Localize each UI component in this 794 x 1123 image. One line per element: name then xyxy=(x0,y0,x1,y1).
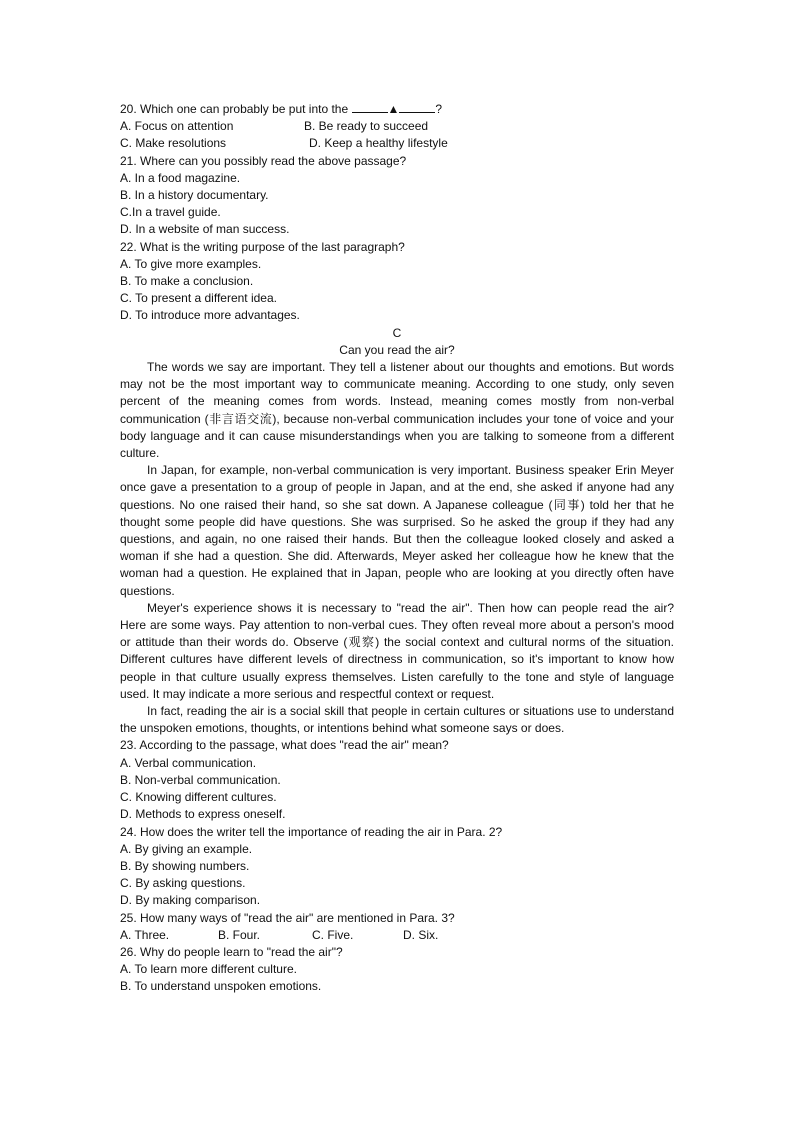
passage-paragraph-4: In fact, reading the air is a social skill that people in certain cultures or situations use to understand the unspoken emotions, thoughts, or intentions behind what someone says or does. xyxy=(120,704,674,736)
q25-option-d: D. Six. xyxy=(403,927,439,942)
q24-option-c: C. By asking questions. xyxy=(120,876,246,891)
q24-option-d: D. By making comparison. xyxy=(120,893,261,908)
q26-option-b: B. To understand unspoken emotions. xyxy=(120,979,322,994)
q21-option-d: D. In a website of man success. xyxy=(120,222,290,237)
exam-page xyxy=(120,101,674,996)
q25-option-b: B. Four. xyxy=(218,927,261,942)
q20-options-row-1 xyxy=(120,118,674,135)
q21-option-c: C.In a travel guide. xyxy=(120,205,221,220)
question-26-stem: 26. Why do people learn to "read the air"? xyxy=(120,944,343,959)
q26-option-a: A. To learn more different culture. xyxy=(120,962,297,977)
q24-option-a: A. By giving an example. xyxy=(120,841,253,856)
q25-options-row xyxy=(120,927,674,944)
q21-option-b: B. In a history documentary. xyxy=(120,187,269,202)
question-20-stem xyxy=(120,101,674,118)
q20-option-b: B. Be ready to succeed xyxy=(304,119,429,134)
q20-stem-text: 20. Which one can probably be put into the xyxy=(120,102,352,116)
question-24-stem: 24. How does the writer tell the importance of reading the air in Para. 2? xyxy=(120,824,503,839)
question-21-stem: 21. Where can you possibly read the above passage? xyxy=(120,153,407,168)
section-letter: C xyxy=(392,325,402,340)
answer-blank xyxy=(352,101,388,113)
passage-title: Can you read the air? xyxy=(339,342,455,357)
question-22-stem: 22. What is the writing purpose of the last paragraph? xyxy=(120,239,405,254)
q20-stem-end: ? xyxy=(435,102,443,116)
q23-option-b: B. Non-verbal communication. xyxy=(120,772,281,787)
passage-paragraph-2: In Japan, for example, non-verbal communication is very important. Business speaker Erin Meyer once gave a presentation to a group of people in Japan, and at the end, she asked if anyone had any questions. No one raised their hand, so she sat down. A Japanese colleague (同事) told her that he thought some people did have questions. She was surprised. So he asked the group if they had any questions, and again, no one raised their hands. But then the colleague looked closely and asked a woman if she had a question. She did. Afterwards, Meyer asked her colleague how he knew that the woman had a question. He explained that in Japan, people who are looking at you directly often have questions. xyxy=(120,463,674,598)
q24-option-b: B. By showing numbers. xyxy=(120,858,250,873)
triangle-marker-icon: ▲ xyxy=(387,102,400,116)
answer-blank xyxy=(399,101,435,113)
q21-option-a: A. In a food magazine. xyxy=(120,170,241,185)
q20-options-row-2 xyxy=(120,135,674,152)
q20-option-d: D. Keep a healthy lifestyle xyxy=(309,136,448,151)
q20-option-c: C. Make resolutions xyxy=(120,136,227,151)
passage-paragraph-3: Meyer's experience shows it is necessary to "read the air". Then how can people read the air? Here are some ways. Pay attention to non-verbal cues. They often reveal more about a person's mood or attitude than their words do. Observe (观察) the social context and cultural norms of the situation. Different cultures have different levels of directness in communication, so it's important to know how people in that culture usually express themselves. Listen carefully to the tone and style of language used. It may indicate a more serious and respectful context or request. xyxy=(120,600,674,701)
question-23-stem: 23. According to the passage, what does "read the air" mean? xyxy=(120,738,449,753)
q22-option-b: B. To make a conclusion. xyxy=(120,274,254,288)
q23-option-a: A. Verbal communication. xyxy=(120,755,257,770)
q25-option-c: C. Five. xyxy=(312,927,354,942)
q20-option-a: A. Focus on attention xyxy=(120,119,234,134)
question-25-stem: 25. How many ways of "read the air" are mentioned in Para. 3? xyxy=(120,910,455,925)
q23-option-d: D. Methods to express oneself. xyxy=(120,807,286,822)
passage-paragraph-1: The words we say are important. They tell a listener about our thoughts and emotions. But words may not be the most important way to communicate meaning. According to one study, only seven percent of the meaning comes from words. Instead, meaning comes mostly from non-verbal communication (非言语交流), because non-verbal communication includes your tone of voice and your body language and it can cause misunderstandings when you are talking to someone from a different culture. xyxy=(120,360,674,461)
q22-option-c: C. To present a different idea. xyxy=(120,291,277,306)
q23-option-c: C. Knowing different cultures. xyxy=(120,790,277,805)
q22-option-d: D. To introduce more advantages. xyxy=(120,308,300,323)
q22-option-a: A. To give more examples. xyxy=(120,256,262,271)
q25-option-a: A. Three. xyxy=(120,927,170,942)
